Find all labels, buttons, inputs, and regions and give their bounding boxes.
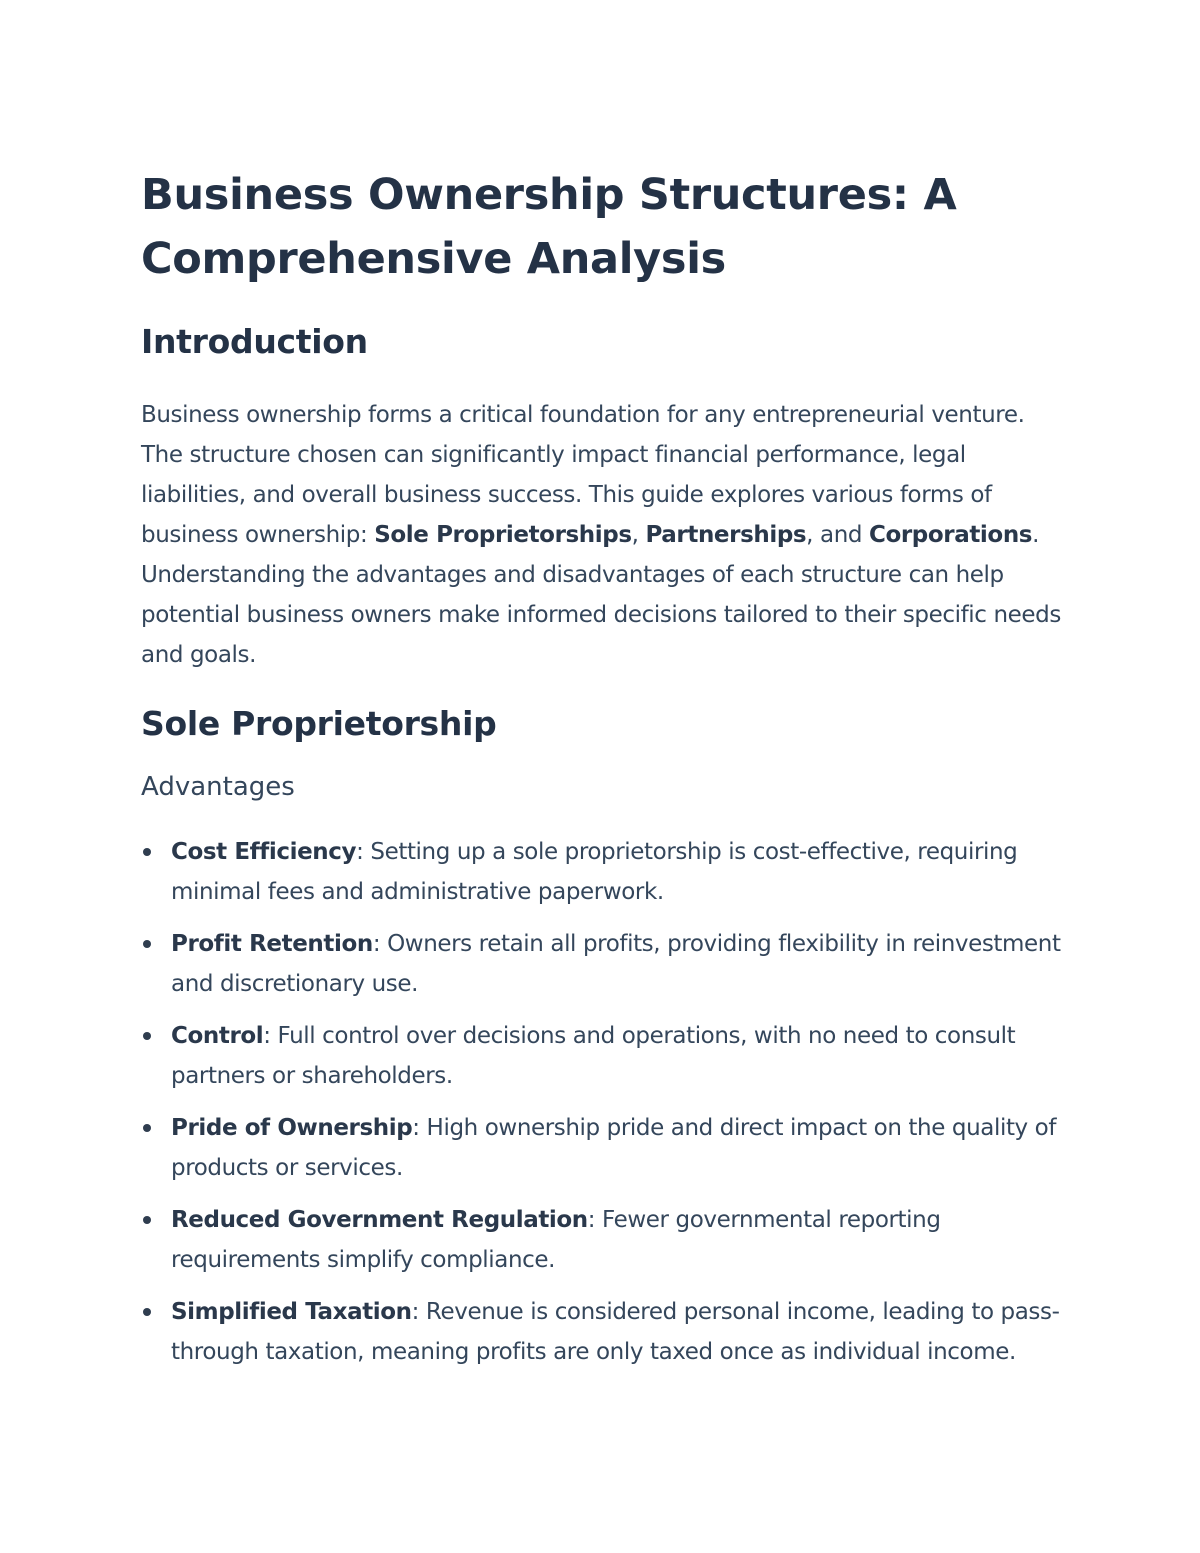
introduction-heading: Introduction: [141, 322, 368, 361]
document-title: Business Ownership Structures: A Comprehensive Analysis: [141, 170, 957, 284]
advantages-heading: Advantages: [141, 772, 295, 802]
list-item: [141, 1200, 1071, 1280]
advantages-list: [141, 832, 1071, 1372]
intro-bold-partnerships: Partnerships: [645, 522, 807, 548]
bullet-icon: [143, 940, 151, 948]
advantage-description: : Full control over decisions and operations, with no need to consult partners or shareholders.: [171, 1023, 1016, 1089]
bullet-icon: [143, 1216, 151, 1224]
intro-text-1: Business ownership forms a critical foundation for any entrepreneurial venture. The structure chosen can significantly impact financial performance, legal liabilities, and overall business success. This guide explores various forms of business ownership:: [141, 402, 1025, 548]
list-item: [141, 1108, 1071, 1188]
advantage-description: : High ownership pride and direct impact on the quality of products or services.: [171, 1115, 1057, 1181]
advantage-term: Cost Efficiency: [171, 839, 357, 865]
bullet-icon: [143, 1124, 151, 1132]
bullet-icon: [143, 1032, 151, 1040]
advantage-term: Profit Retention: [171, 931, 373, 957]
intro-text-3: , and: [806, 522, 869, 548]
advantage-term: Reduced Government Regulation: [171, 1207, 588, 1233]
document-page: [141, 163, 1071, 1384]
advantage-term: Simplified Taxation: [171, 1299, 412, 1325]
list-item: [141, 1292, 1071, 1372]
list-item: [141, 1016, 1071, 1096]
advantage-description: : Fewer governmental reporting requirements simplify compliance.: [171, 1207, 941, 1273]
intro-text-4: . Understanding the advantages and disadvantages of each structure can help potential business owners make informed decisions tailored to their specific needs and goals.: [141, 522, 1061, 668]
sole-proprietorship-heading: Sole Proprietorship: [141, 704, 497, 743]
list-item: [141, 832, 1071, 912]
advantage-term: Pride of Ownership: [171, 1115, 413, 1141]
advantage-description: : Setting up a sole proprietorship is cost-effective, requiring minimal fees and administrative paperwork.: [171, 839, 1018, 905]
bullet-icon: [143, 1308, 151, 1316]
introduction-paragraph: [141, 395, 1071, 675]
advantage-term: Control: [171, 1023, 264, 1049]
advantage-description: : Owners retain all profits, providing flexibility in reinvestment and discretionary use.: [171, 931, 1061, 997]
bullet-icon: [143, 848, 151, 856]
intro-bold-corporations: Corporations: [868, 522, 1033, 548]
advantage-description: : Revenue is considered personal income, leading to pass-through taxation, meaning profits are only taxed once as individual income.: [171, 1299, 1060, 1365]
intro-text-2: ,: [631, 522, 646, 548]
intro-bold-sole-proprietorships: Sole Proprietorships: [374, 522, 632, 548]
list-item: [141, 924, 1071, 1004]
